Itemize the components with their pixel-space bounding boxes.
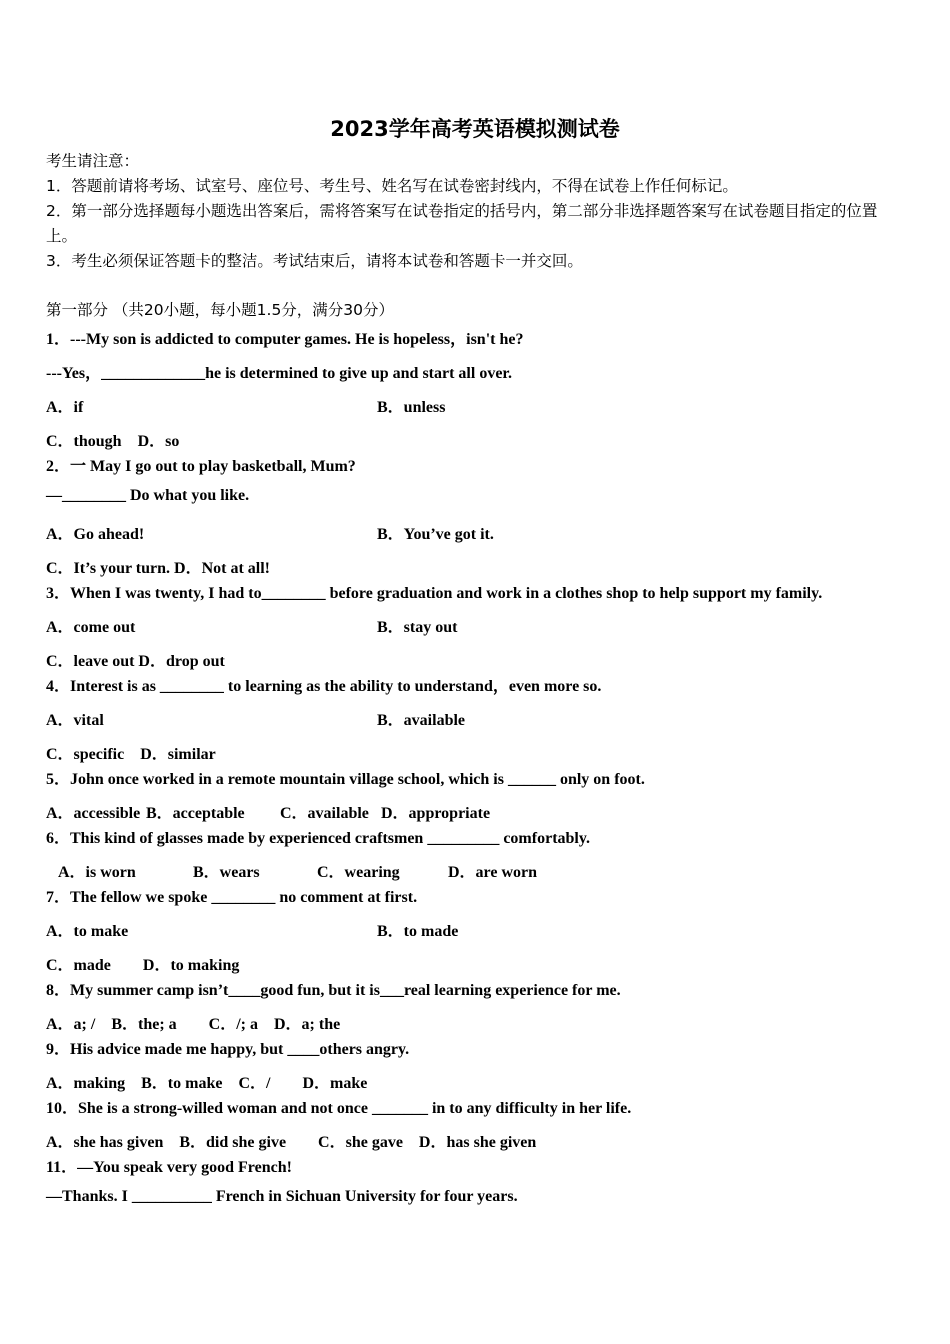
notice-item: 2．第一部分选择题每小题选出答案后，需将答案写在试卷指定的括号内，第二部分非选择题答案写在试卷题目指定的位置上。: [46, 202, 878, 245]
option: B．unless: [377, 399, 446, 416]
option: B．You’ve got it.: [377, 526, 494, 543]
option: C．specific D．similar: [46, 746, 216, 763]
option: C．made D．to making: [46, 957, 240, 974]
notice-item: 1．答题前请将考场、试室号、座位号、考生号、姓名写在试卷密封线内，不得在试卷上作任何标记。: [46, 177, 738, 195]
option: C．wearing: [317, 864, 400, 881]
option: B．available: [377, 712, 466, 729]
question-text: 6．This kind of glasses made by experienced craftsmen _________ comfortably.: [46, 830, 590, 847]
question-text: 11．—You speak very good French!: [46, 1159, 292, 1176]
page-title: 2023学年高考英语模拟测试卷: [330, 117, 620, 141]
option: A．a; / B．the; a C．/; a D．a; the: [46, 1016, 341, 1033]
option: A．is worn: [58, 864, 136, 881]
option: B．stay out: [377, 619, 458, 636]
question-text: 8．My summer camp isn’t____good fun, but it is___real learning experience for me.: [46, 982, 621, 999]
option: B．acceptable: [146, 805, 245, 822]
section-heading: 第一部分 （共20小题，每小题1.5分，满分30分）: [46, 301, 395, 319]
option: A．to make: [46, 923, 129, 940]
option: B．wears: [193, 864, 260, 881]
option: C．though D．so: [46, 433, 180, 450]
notice-item: 3．考生必须保证答题卡的整洁。考试结束后，请将本试卷和答题卡一并交回。: [46, 252, 583, 270]
option: C．available: [280, 805, 369, 822]
option: A．Go ahead!: [46, 526, 145, 543]
option: A．making B．to make C．/ D．make: [46, 1075, 368, 1092]
option: C．It’s your turn. D．Not at all!: [46, 560, 270, 577]
question-text: 4．Interest is as ________ to learning as the ability to understand，even more so.: [46, 678, 602, 695]
question-text: 10．She is a strong-willed woman and not once _______ in to any difficulty in her life.: [46, 1100, 632, 1117]
question-text: ---Yes，_____________he is determined to give up and start all over.: [46, 365, 513, 382]
option: D．are worn: [448, 864, 538, 881]
notice-heading: 考生请注意：: [46, 152, 140, 170]
option: A．she has given B．did she give C．she gave D．has she given: [46, 1134, 537, 1151]
option: C．leave out D．drop out: [46, 653, 225, 670]
question-text: —Thanks. I __________ French in Sichuan University for four years.: [46, 1188, 518, 1205]
option: A．vital: [46, 712, 104, 729]
option: A．come out: [46, 619, 136, 636]
question-text: 1．---My son is addicted to computer games. He is hopeless，isn't he?: [46, 331, 524, 348]
option: A．if: [46, 399, 84, 416]
option: D．appropriate: [381, 805, 491, 822]
question-text: 5．John once worked in a remote mountain village school, which is ______ only on foot.: [46, 771, 645, 788]
question-text: 7．The fellow we spoke ________ no comment at first.: [46, 889, 418, 906]
option: B．to made: [377, 923, 459, 940]
question-text: 2．一 May I go out to play basketball, Mum?: [46, 458, 356, 475]
question-text: 3．When I was twenty, I had to________ before graduation and work in a clothes shop to help support my family.: [46, 585, 823, 602]
option: A．accessible: [46, 805, 141, 822]
question-text: —________ Do what you like.: [46, 487, 250, 504]
question-text: 9．His advice made me happy, but ____others angry.: [46, 1041, 410, 1058]
